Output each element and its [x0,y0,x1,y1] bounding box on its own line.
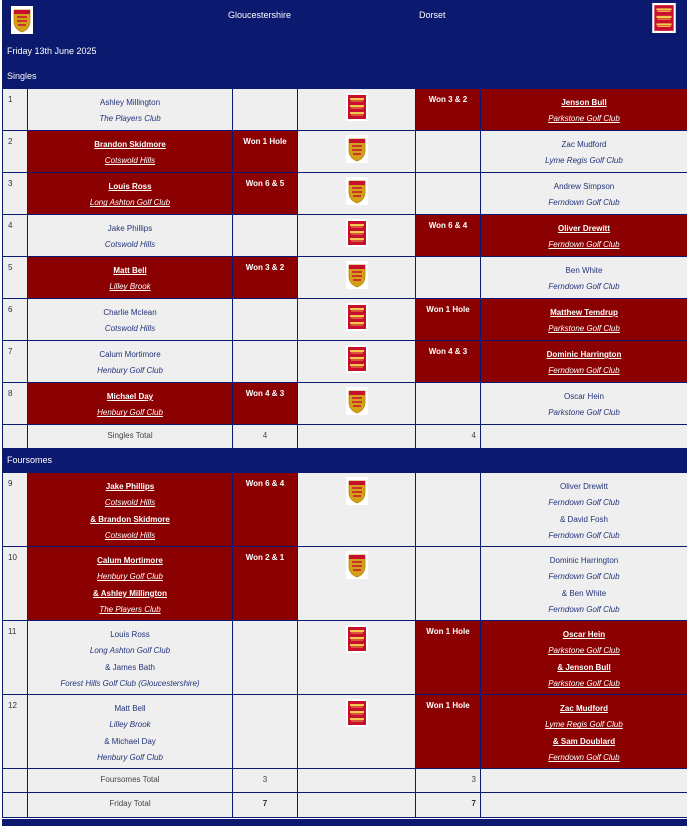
away-player-name: & Ben White [561,588,607,598]
dorset-crest-icon [298,695,416,769]
home-player-club[interactable]: The Players Club [99,605,161,615]
away-player-name: & David Fosh [559,514,609,524]
match-number: 8 [3,383,28,425]
home-player-name[interactable]: & Ashley Millington [93,588,167,598]
match-row [3,131,687,173]
away-player-club[interactable]: Lyme Regis Golf Club [545,720,623,730]
home-result: Won 1 Hole [233,131,298,173]
winner-crest [346,93,368,121]
home-player-name[interactable]: Michael Day [106,392,154,401]
total-spacer [298,793,416,818]
home-result [233,299,298,341]
gloucestershire-crest-icon [298,131,416,173]
home-player-club: Lilley Brook [109,720,151,730]
home-result: Won 4 & 3 [233,383,298,425]
match-row [3,547,687,621]
dorset-crest-icon [298,341,416,383]
match-number: 10 [3,547,28,621]
home-result: Won 6 & 4 [233,473,298,547]
away-player-club[interactable]: Parkstone Golf Club [548,646,620,656]
away-result: Won 1 Hole [416,621,481,695]
away-player-name: Zac Mudford [561,140,607,149]
singles-table [2,88,687,449]
match-row [3,89,687,131]
total-label: Friday Total [28,793,233,818]
home-player-name: Louis Ross [110,630,150,639]
away-result [416,473,481,547]
home-player-cell [28,257,233,299]
results-sheet [2,0,687,826]
away-player-name[interactable]: Oliver Drewitt [557,224,610,233]
home-player-name: Charlie Mclean [103,308,157,317]
match-row [3,341,687,383]
winner-crest [346,699,368,727]
total-row [3,769,687,793]
home-player-name[interactable]: Calum Mortimore [97,556,163,565]
away-result: Won 3 & 2 [416,89,481,131]
away-player-club: Lyme Regis Golf Club [545,156,623,166]
home-player-club[interactable]: Cotswold Hills [104,531,156,541]
home-total: 3 [233,769,298,793]
away-player-club[interactable]: Parkstone Golf Club [548,679,620,689]
away-player-cell [481,473,687,547]
gloucestershire-crest-icon [9,6,35,36]
away-player-club[interactable]: Parkstone Golf Club [548,324,620,334]
away-total: 7 [416,793,481,818]
away-player-name: Andrew Simpson [553,182,615,191]
total-row [3,425,687,449]
home-player-name[interactable]: Brandon Skidmore [94,140,166,149]
away-result [416,257,481,299]
away-player-cell [481,173,687,215]
section-header-foursomes [2,448,687,472]
home-player-name: & Michael Day [104,736,156,746]
total-label: Singles Total [28,425,233,449]
away-player-name[interactable]: & Sam Doublard [552,736,616,746]
away-player-club: Ferndown Golf Club [548,605,620,615]
away-player-name[interactable]: Oscar Hein [562,630,606,639]
away-player-cell [481,621,687,695]
home-total: 4 [233,425,298,449]
total-spacer [3,769,28,793]
away-player-cell [481,341,687,383]
footer-band [2,819,687,826]
match-row [3,473,687,547]
home-result [233,89,298,131]
away-result [416,383,481,425]
total-spacer [298,769,416,793]
away-player-cell [481,257,687,299]
winner-crest [346,477,368,505]
match-number: 2 [3,131,28,173]
gloucestershire-crest-icon [298,383,416,425]
home-result [233,215,298,257]
match-number: 5 [3,257,28,299]
match-number: 6 [3,299,28,341]
dorset-crest-icon [298,89,416,131]
home-player-club: Henbury Golf Club [97,366,163,376]
match-row [3,215,687,257]
match-number: 7 [3,341,28,383]
home-player-cell [28,173,233,215]
home-player-club: Forest Hills Golf Club (Gloucestershire) [60,679,200,689]
home-result [233,621,298,695]
away-player-club[interactable]: Parkstone Golf Club [548,114,620,124]
home-result [233,695,298,769]
winner-crest [346,261,368,289]
total-spacer [481,769,687,793]
dorset-crest-icon [298,215,416,257]
home-player-cell [28,299,233,341]
match-row [3,173,687,215]
match-number: 1 [3,89,28,131]
away-player-club: Ferndown Golf Club [548,282,620,292]
match-number: 12 [3,695,28,769]
home-player-club: Cotswold Hills [104,324,156,334]
match-row [3,695,687,769]
away-player-cell [481,89,687,131]
winner-crest [346,387,368,415]
winner-crest [346,135,368,163]
home-player-club: The Players Club [99,114,161,124]
home-result: Won 3 & 2 [233,257,298,299]
away-player-club: Ferndown Golf Club [548,531,620,541]
home-player-name: & James Bath [105,662,155,672]
match-row [3,621,687,695]
header-band [2,0,687,66]
away-player-name[interactable]: Zac Mudford [560,704,608,713]
home-player-cell [28,89,233,131]
total-spacer [3,425,28,449]
home-player-cell [28,215,233,257]
away-result [416,547,481,621]
away-player-club[interactable]: Ferndown Golf Club [548,366,620,376]
total-label: Foursomes Total [28,769,233,793]
dorset-crest-icon [298,299,416,341]
home-player-club: Henbury Golf Club [97,753,163,763]
home-player-name: Jake Phillips [107,224,153,233]
away-player-name[interactable]: Dominic Harrington [546,350,622,359]
home-player-name[interactable]: & Brandon Skidmore [90,514,170,524]
home-player-name: Calum Mortimore [99,350,161,359]
winner-crest [346,177,368,205]
winner-crest [346,625,368,653]
section-header-singles [2,66,687,88]
match-number: 4 [3,215,28,257]
away-player-club: Ferndown Golf Club [548,572,620,582]
match-row [3,383,687,425]
match-date: Friday 13th June 2025 [7,46,97,56]
home-player-cell [28,621,233,695]
away-player-cell [481,299,687,341]
away-team-name: Dorset [419,10,446,20]
winner-crest [346,303,368,331]
home-total: 7 [233,793,298,818]
away-result: Won 6 & 4 [416,215,481,257]
home-player-club[interactable]: Lilley Brook [109,282,151,292]
away-player-cell [481,383,687,425]
total-spacer [3,793,28,818]
gloucestershire-crest-icon [298,547,416,621]
home-player-name[interactable]: Jake Phillips [105,482,155,491]
home-player-club[interactable]: Henbury Golf Club [97,572,163,582]
home-player-cell [28,473,233,547]
section-title: Singles [7,71,37,81]
winner-crest [346,551,368,579]
away-player-name[interactable]: Jenson Bull [561,98,607,107]
away-result [416,131,481,173]
away-player-name[interactable]: Matthew Temdrup [550,308,618,317]
home-player-name[interactable]: Matt Bell [113,266,147,275]
away-player-cell [481,215,687,257]
away-result: Won 1 Hole [416,299,481,341]
away-total: 3 [416,769,481,793]
winner-crest [346,345,368,373]
dorset-crest-icon [650,3,678,35]
away-player-name: Oscar Hein [563,392,604,401]
total-spacer [298,425,416,449]
away-player-club: Ferndown Golf Club [548,198,620,208]
match-number: 9 [3,473,28,547]
home-result: Won 6 & 5 [233,173,298,215]
away-player-club: Parkstone Golf Club [548,408,620,418]
winner-crest [346,219,368,247]
home-player-club[interactable]: Henbury Golf Club [97,408,163,418]
home-player-cell [28,341,233,383]
dorset-crest-icon [298,621,416,695]
away-player-cell [481,547,687,621]
away-result [416,173,481,215]
section-title: Foursomes [7,455,53,465]
away-player-name[interactable]: & Jenson Bull [557,662,611,672]
home-player-club: Long Ashton Golf Club [89,646,171,656]
away-result: Won 4 & 3 [416,341,481,383]
away-player-club[interactable]: Ferndown Golf Club [548,753,620,763]
foursomes-table [2,472,687,818]
home-player-name[interactable]: Louis Ross [108,182,152,191]
total-spacer [481,793,687,818]
away-player-name: Ben White [565,266,603,275]
home-player-name: Matt Bell [114,704,146,713]
home-player-cell [28,547,233,621]
home-player-club[interactable]: Cotswold Hills [104,498,156,508]
match-number: 11 [3,621,28,695]
home-player-name: Ashley Millington [99,98,161,107]
away-player-club: Ferndown Golf Club [548,498,620,508]
away-total: 4 [416,425,481,449]
away-player-cell [481,695,687,769]
away-player-cell [481,131,687,173]
gloucestershire-crest-icon [298,473,416,547]
home-team-name: Gloucestershire [228,10,292,20]
away-player-name: Oliver Drewitt [559,482,608,491]
home-player-cell [28,695,233,769]
total-row [3,793,687,818]
gloucestershire-crest-icon [298,173,416,215]
home-result [233,341,298,383]
away-player-club[interactable]: Ferndown Golf Club [548,240,620,250]
home-player-club[interactable]: Cotswold Hills [104,156,156,166]
home-player-cell [28,383,233,425]
total-spacer [481,425,687,449]
match-row [3,299,687,341]
home-result: Won 2 & 1 [233,547,298,621]
match-row [3,257,687,299]
match-number: 3 [3,173,28,215]
home-player-club[interactable]: Long Ashton Golf Club [89,198,171,208]
away-player-name: Dominic Harrington [549,556,619,565]
home-player-cell [28,131,233,173]
gloucestershire-crest-icon [298,257,416,299]
away-result: Won 1 Hole [416,695,481,769]
home-player-club: Cotswold Hills [104,240,156,250]
